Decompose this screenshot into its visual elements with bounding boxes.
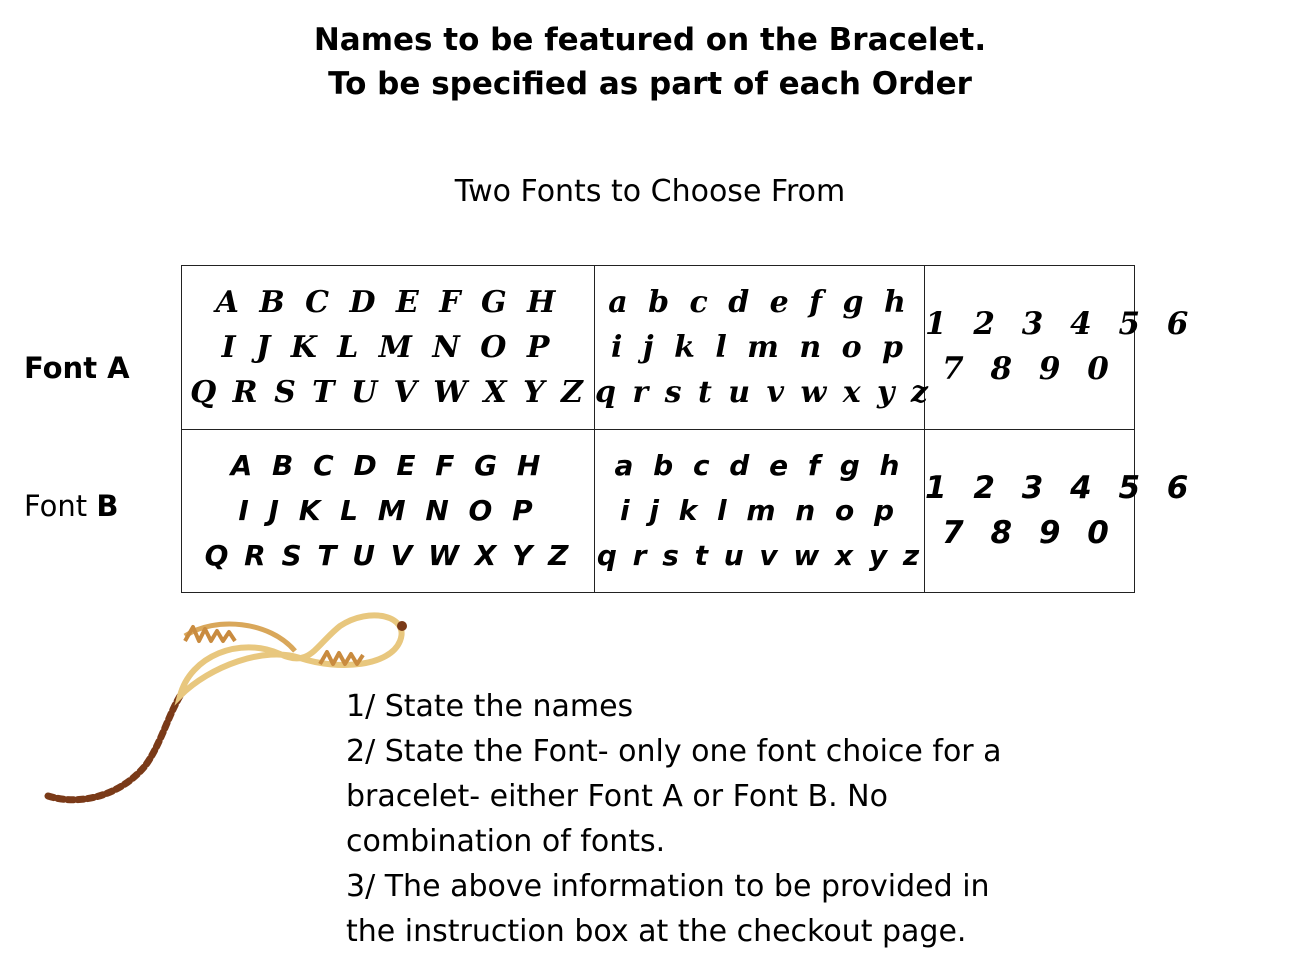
font-b-lowercase-line: q r s t u v w x y z [596, 539, 923, 573]
page-title [0, 18, 1300, 106]
font-a-uppercase-line: A B C D E F G H [215, 284, 561, 320]
font-a-lowercase-line: a b c d e f g h [608, 284, 911, 320]
font-a-uppercase-line: I J K L M N O P [221, 329, 555, 365]
font-b-label-prefix: Font [24, 489, 97, 523]
font-a-row [182, 266, 1135, 430]
instruction-item: 2/ State the Font- only one font choice for a bracelet- either Font A or Font B. No combination of fonts. [346, 734, 1002, 859]
font-a-uppercase-cell [182, 266, 595, 430]
instruction-item: 3/ The above information to be provided in the instruction box at the checkout page. [346, 869, 990, 949]
font-b-numbers-line: 7 8 9 0 [942, 514, 1117, 551]
title-line-1: Names to be featured on the Bracelet. [313, 22, 987, 58]
font-b-label [24, 489, 118, 523]
font-b-lowercase-line: i j k l m n o p [619, 494, 900, 528]
font-b-uppercase-line: I J K L M N O P [238, 494, 538, 528]
font-a-uppercase-line: Q R S T U V W X Y Z [190, 374, 586, 410]
instructions [346, 684, 1046, 954]
font-b-numbers-cell [925, 429, 1197, 593]
instruction-item: 1/ State the names [346, 689, 634, 724]
font-b-lowercase-line: a b c d e f g h [614, 449, 905, 483]
font-a-label: Font A [24, 351, 130, 385]
font-b-numbers-line: 1 2 3 4 5 6 [925, 469, 1197, 506]
title-line-2: To be specified as part of each Order [328, 66, 972, 102]
font-b-uppercase-line: A B C D E F G H [230, 449, 546, 483]
font-b-uppercase-cell [182, 429, 595, 593]
font-b-lowercase-cell [595, 429, 925, 593]
font-a-numbers-line: 7 8 9 0 [942, 351, 1117, 388]
subtitle: Two Fonts to Choose From [454, 174, 846, 209]
bracelet-clasp [397, 621, 407, 631]
font-b-row [182, 429, 1135, 593]
font-a-lowercase-cell [595, 266, 931, 430]
font-a-numbers-cell [925, 266, 1197, 430]
font-a-lowercase-line: i j k l m n o p [610, 329, 909, 365]
font-a-numbers-line: 1 2 3 4 5 6 [925, 306, 1197, 343]
font-b-label-letter: B [96, 489, 119, 523]
font-sample-table [181, 265, 1197, 593]
font-b-uppercase-line: Q R S T U V W X Y Z [204, 539, 572, 573]
font-a-lowercase-line: q r s t u v w x y z [595, 374, 931, 410]
bracelet-chain [48, 696, 180, 800]
